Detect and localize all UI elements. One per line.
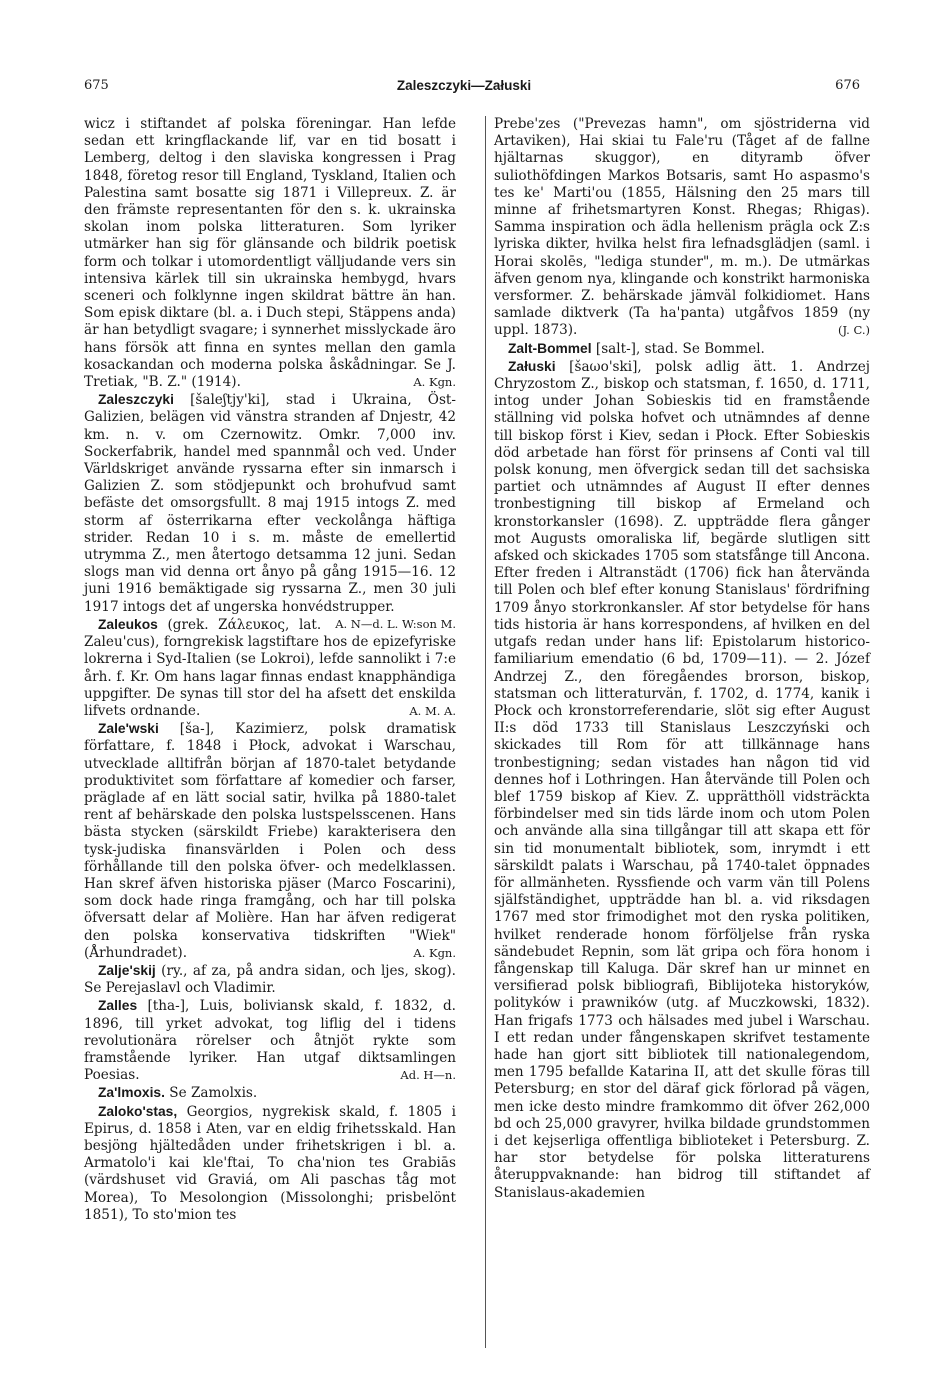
entry-zalewski — [84, 720, 456, 962]
page-header — [0, 78, 928, 98]
page-number-left: 675 — [84, 78, 109, 93]
entry-signature: A. Kgn. — [413, 945, 456, 960]
entry-signature: A. N—d. L. W:son M. — [335, 616, 456, 631]
headword: Zalje'skij — [98, 962, 156, 978]
left-column — [84, 116, 456, 1224]
page-number-right: 676 — [835, 78, 860, 93]
entry-text: [šalеʃtjy'ki], stad i Ukraina, Öst-Galizien, belägen vid vänstra stranden af Dnjestr, 42 km. n. v. om Czernowitz. Omkr. 7,000 inv. Sockerfabrik, handel med spannmål och ved. Under Världskriget använde ryssarna efter sin inmarsch i Galizien Z. som stödjepunkt och brohufvud samt befäste det omsorgsfullt. 8 maj 1915 intogs Z. med storm af österrikarna efter veckolånga häftiga strider. Redan 10 i s. m. måste de emellertid utrymma Z., men återtogo detsamma 12 juni. Sedan slogs man vid denna ort ånyo på gång 1915—16. 12 juni 1916 bemäktigade sig ryssarna Z., men 30 juli 1917 intogs det af ungerska honvédstrupper. — [84, 392, 456, 615]
entry-zalokostas — [84, 1103, 456, 1224]
column-divider — [485, 116, 486, 1348]
entry-text: (ry., af za, på andra sidan, och ljes, skog). Se Perejaslavl och Vladimir. — [84, 962, 456, 997]
entry-text: wicz i stiftandet af polska föreningar. Han lefde sedan ett kringflackande lif, var en tid bosatt i Lemberg, deltog i den slaviska kongressen i Prag 1848, företog resor till England, Tyskland, Italien och Palestina samt bosatte sig 1871 i Villepreux. Z. är den främste representanten för den s. k. ukrainska skolan inom polska litteraturen. Som lyriker utmärker han sig för glänsande och bildrik poetisk form och tolkar i utomordentligt välljudande vers sin intensiva kärlek till sin ukrainska hembygd, hvars sceneri och folklynne ingen skildrat bättre än han. Som episk diktare (bl. a. i Duch stepi, Stäppens anda) är han betydligt svagare; i synnerhet misslyckade äro hans försök att finna en syntes mellan den gamla kosackandan och moderna polska åskådningar. Se J. Tretiak, "B. Z." (1914). — [84, 116, 456, 391]
entry-text: Prebe'zes ("Prevezas hamn", om sjöstriderna vid Artaviken), Hai skiai tu Fale'ru (Tåget af de fallne hjältarnas skuggor), en dityramb öfver suliothöfdingen Markos Botsaris, samt Ho aspasmo's tes ke' Marti'ou (1855, Hälsning den 25 mars till minne af frihetsmartyren Konst. Rhegas; Rhigas). Samma inspiration och ädla hellenism prägla ock Z:s lyriska dikter, hvilka helst fira lefnadsglädjen (saml. i Horai skolēs, "lediga stunder", m. m.). De utmärkas äfven genom nya, klingande och konstrikt harmoniska versformer. Z. behärskade jämväl folkidiomet. Hans samlade diktverk (Ta ha'panta) utgåfvos 1859 (ny uppl. 1873). — [494, 116, 870, 339]
entry-zaljeskij — [84, 962, 456, 997]
entry-text: Georgios, nygrekisk skald, f. 1805 i Epirus, d. 1858 i Aten, var en eldig frihetsskald. Han besjöng hjältedåden under frihetskrigen i bl. a. Armatolo'i kai kle'ftai, To cha'nion tes Grabiās (värdshuset vid Graviá, om Ali paschas tåg mot Morea), To Mesolongion (Missolonghi; prisbelönt 1851), To sto'mion tes — [84, 1103, 456, 1223]
right-column — [494, 116, 870, 1202]
headword: Zalles — [98, 998, 138, 1014]
entry-signature: (J. C.) — [837, 323, 870, 338]
entry-text: (grek. Ζάλευκος, lat. Zaleu'cus), forngrekisk lagstiftare hos de epizefyriske lokrerna i Syd-Italien (se Lokroi), lefde sannolikt i 7:e årh. f. Kr. Om hans lagar finnas endast knapphändiga uppgifter. De synas till stor del ha afsett det enskilda lifvets ordnande. — [84, 616, 456, 719]
headword: Zale'wski — [98, 721, 159, 737]
entry-text: Se Zamolxis. — [169, 1085, 258, 1102]
headword: Zaloko'stas, — [98, 1103, 178, 1119]
headword: Załuski — [508, 358, 556, 374]
continued-entry — [84, 116, 456, 391]
entry-text: [šaωo'ski], polsk adlig ätt. 1. Andrzej Chryzostom Z., biskop och statsman, f. 1650, d. 1711, intog under Johan Sobieskis tid en framstående ställning vid polska hofvet och utnämndes af denne till biskop först i Kiev, sedan i Płock. Efter Sobieskis död arbetade han först för prinsens af Conti val till polsk konung, men öfvergick sedan till det sachsiska partiet och utnämndes af August II efter dennes tronbestigning till biskop af Ermeland och kronstorkansler (1698). Z. uppträdde flera gånger mot Augusts omoraliska lif, begärde slutligen sitt afsked och skickades 1705 som statsfånge till Ancona. Efter freden i Altranstädt (1706) fick han återvända till Polen och blef efter konung Stanislaus' fördrifning 1709 ånyo storkronkansler. Af stor betydelse för hans tids historia är hans korrespondens, af hvilken en del utgafs redan under hans lif: Epistolarum historico-familiarium emendatio (6 bd, 1709—11). — 2. Józef Andrzej Z., den föregåendes brorson, biskop, statsman och litteraturvän, f. 1702, d. 1774, kanik i Płock och kronstorreferendarie, slöt sig efter August II:s död 1733 till Stanislaus Leszczyński och skickades till Rom för att tillkännage hans tronbestigning; sedan vistades han någon tid vid dennes hof i Lothringen. Han återvände till Polen och blef 1759 biskop af Kiev. Z. upprätthöll vidsträckta förbindelser med sin tids lärde inom och utom Polen och använde alla sina tillgångar till att skapa ett för sin tid monumentalt bibliotek, som, inrymdt i ett särskildt palats i Warschau, på 1740-talet öppnades för allmänheten. Ryssfiende och varm vän till Polens själfständighet, uppträdde han bl. a. vid riksdagen 1767 med stor frimodighet mot den ryska politiken, hvilket renderade honom förföljelse från ryska sändebudet Repnin, som lät gripa och föra honom i fångenskap till Kaluga. Där skref han ur minnet en versifierad polsk bibliografi, Biblijoteka historyków, polityków i prawników (utg. af Muczkowski, 1832). Han frigafs 1773 och hälsades med jubel i Warschau. I ett redan under fångenskapen skrifvet testamente hade han gjort sitt bibliotek till nationalegendom, men 1795 befallde Katarina II, att det skulle föras till Petersburg; en stor del däraf gick förlorad på vägen, men icke desto mindre framkommo dit öfver 262,000 bd och 25,000 gravyrer, hvilka bildade grundstommen i det kejserliga offentliga biblioteket i Petersburg. Z. har stor betydelse för polska litteraturens återuppvaknande: han bidrog till stiftandet af Stanislaus-akademien — [494, 358, 870, 1201]
running-title: Zaleszczyki—Załuski — [396, 78, 532, 93]
entry-zalmoxis — [84, 1084, 456, 1102]
entry-signature: A. M. A. — [409, 703, 456, 718]
headword: Zaleszczyki — [98, 392, 174, 408]
entry-zalt-bommel — [494, 340, 870, 358]
entry-text: [ša-], Kazimierz, polsk dramatisk författare, f. 1848 i Płock, advokat i Warschau, utvecklade alltifrån början af 1870-talet betydande produktivitet som författare af komedier och farser, präglade af en lätt social satir, hvilka på 1880-talet rent af behärskade den polska lustspelsscenen. Hans bästa stycken (särskildt Friebe) karakterisera den tysk-judiska finansvärlden i Polen och dess förhållande till den polska öfver- och medelklassen. Han skref äfven historiska pjäser (Marco Foscarini), som dock hade ringa framgång, och har till polska öfversatt delar af Molière. Han har äfven redigerat den polska konservativa tidskriften "Wiek" (Århundradet). — [84, 721, 456, 961]
entry-signature: A. Kgn. — [413, 375, 456, 390]
entry-text: [salt-], stad. Se Bommel. — [595, 340, 765, 357]
entry-text: [tha-], Luis, boliviansk skald, f. 1832, d. 1896, till yrket advokat, tog liflig del i tidens revolutionära rörelser och åtnjöt rykte som framstående lyriker. Han utgaf diktsamlingen Poesias. — [84, 998, 457, 1084]
entry-zaluski — [494, 358, 870, 1202]
headword: Zalt-Bommel — [508, 340, 592, 356]
entry-signature: Ad. H—n. — [400, 1068, 456, 1083]
entry-zalles — [84, 997, 456, 1084]
headword: Za'lmoxis. — [98, 1085, 165, 1101]
headword: Zaleukos — [98, 616, 158, 632]
continued-entry — [494, 116, 870, 340]
